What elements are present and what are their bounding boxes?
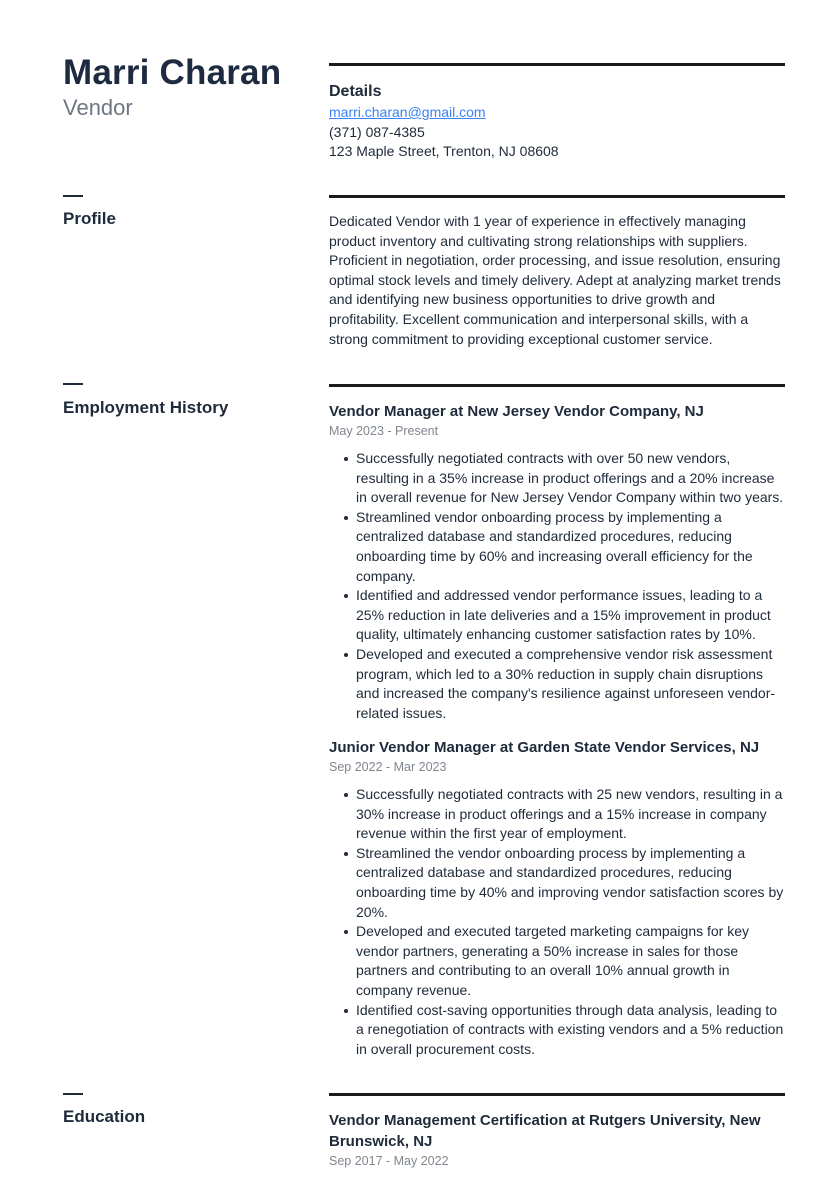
address: 123 Maple Street, Trenton, NJ 08608 — [329, 143, 559, 160]
details-rule — [329, 63, 785, 66]
job-title: Junior Vendor Manager at Garden State Vendor Services, NJ — [329, 739, 760, 756]
list-item: Streamlined vendor onboarding process by implementing a centralized database and standardized procedures, reducing onboarding time by 60% and increasing overall efficiency for the company. — [329, 508, 786, 586]
education-heading: Education — [63, 1107, 146, 1126]
list-item: Identified and addressed vendor performance issues, leading to a 25% reduction in late deliveries and a 15% improvement in product quality, ultimately enhancing customer satisfaction rates by 10%. — [329, 586, 786, 645]
phone-number: (371) 087-4385 — [329, 123, 425, 140]
profile-heading: Profile — [63, 209, 116, 228]
profile-section — [329, 212, 786, 349]
employment-rule — [329, 384, 785, 387]
profile-dash — [63, 195, 83, 197]
job-entry — [329, 737, 786, 1059]
job-entry — [329, 401, 786, 723]
list-item: Developed and executed a comprehensive vendor risk assessment program, which led to a 30% reduction in supply chain disruptions and increased the company's resilience against unforeseen vendor-related issues. — [329, 645, 786, 723]
profile-text: Dedicated Vendor with 1 year of experience in effectively managing product inventory and cultivating strong relationships with suppliers. Proficient in negotiation, order processing, and issue resolution, ensuring optimal stock levels and timely delivery. Adept at analyzing market trends and identifying new business opportunities to drive growth and profitability. Excellent communication and interpersonal skills, with a strong commitment to providing exceptional customer service. — [329, 213, 781, 347]
education-rule — [329, 1093, 785, 1096]
job-bullets — [329, 449, 786, 723]
candidate-name: Marri Charan — [63, 53, 282, 92]
profile-rule — [329, 195, 785, 198]
list-item: Developed and executed targeted marketing campaigns for key vendor partners, generating a 50% increase in sales for those partners and contributing to an overall 10% annual growth in company revenue. — [329, 922, 786, 1000]
employment-dash — [63, 383, 83, 385]
job-bullets — [329, 785, 786, 1059]
list-item: Successfully negotiated contracts with over 50 new vendors, resulting in a 35% increase in product offerings and a 20% increase in overall revenue for New Jersey Vendor Company within two years. — [329, 449, 786, 508]
job-title: Vendor Manager at New Jersey Vendor Company, NJ — [329, 403, 704, 420]
employment-heading: Employment History — [63, 398, 229, 417]
email-link[interactable]: marri.charan@gmail.com — [329, 104, 486, 120]
candidate-role: Vendor — [63, 95, 133, 120]
job-dates: May 2023 - Present — [329, 424, 439, 438]
education-entry — [329, 1110, 786, 1170]
job-dates: Sep 2022 - Mar 2023 — [329, 760, 447, 774]
details-title: Details — [329, 83, 382, 100]
list-item: Identified cost-saving opportunities through data analysis, leading to a renegotiation of contracts with existing vendors and a 5% reduction in overall procurement costs. — [329, 1001, 786, 1060]
education-title: Vendor Management Certification at Rutgers University, New Brunswick, NJ — [329, 1112, 761, 1150]
education-dash — [63, 1093, 83, 1095]
education-dates: Sep 2017 - May 2022 — [329, 1154, 449, 1168]
details-section — [329, 81, 786, 162]
list-item: Successfully negotiated contracts with 25 new vendors, resulting in a 30% increase in product offerings and a 15% increase in company revenue within the first year of employment. — [329, 785, 786, 844]
list-item: Streamlined the vendor onboarding process by implementing a centralized database and standardized procedures, reducing onboarding time by 40% and improving vendor satisfaction scores by 20%. — [329, 844, 786, 922]
